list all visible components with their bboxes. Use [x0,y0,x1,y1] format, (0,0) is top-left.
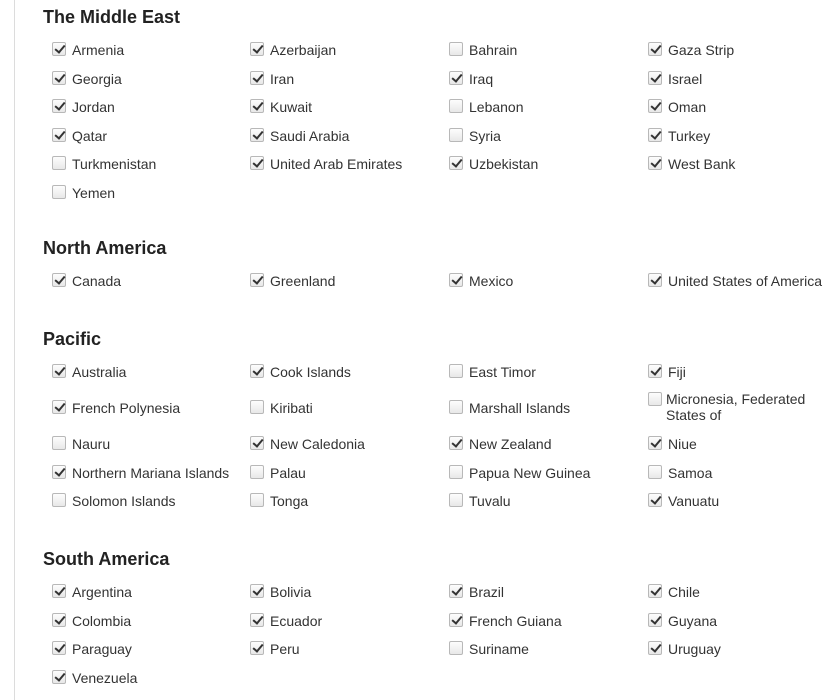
country-label: Uzbekistan [469,156,539,172]
country-checkbox[interactable] [52,364,66,378]
country-label: Turkmenistan [72,156,157,172]
country-label: Guyana [668,613,718,629]
country-label: Fiji [668,364,686,380]
country-label: Northern Mariana Islands [72,465,230,481]
country-checkbox[interactable] [52,156,66,170]
country-option[interactable] [449,273,639,295]
country-option[interactable] [250,465,440,487]
country-label: Canada [72,273,122,289]
country-option[interactable] [648,42,838,64]
country-checkbox[interactable] [449,493,463,507]
country-label: Brazil [469,584,505,600]
country-option[interactable] [52,42,242,64]
country-label: Palau [270,465,306,481]
country-option[interactable] [52,400,242,422]
country-option[interactable] [250,493,440,515]
country-option[interactable] [449,99,639,121]
country-option[interactable] [52,273,242,295]
country-label: East Timor [469,364,536,380]
country-label: Peru [270,641,300,657]
country-option[interactable] [449,584,639,606]
country-checkbox[interactable] [648,493,662,507]
country-label: Georgia [72,71,122,87]
country-label: West Bank [668,156,736,172]
country-checkbox[interactable] [250,641,264,655]
country-label: Israel [668,71,703,87]
country-option[interactable] [449,493,639,515]
country-label: Mexico [469,273,514,289]
country-label: Vanuatu [668,493,720,509]
country-option[interactable] [449,641,639,663]
country-checkbox[interactable] [250,156,264,170]
country-option[interactable] [52,584,242,606]
country-option[interactable] [449,364,639,386]
country-label: Kiribati [270,400,313,416]
country-option[interactable] [250,400,440,422]
country-option[interactable] [250,641,440,663]
country-checkbox[interactable] [449,613,463,627]
country-checkbox[interactable] [52,400,66,414]
country-checkbox[interactable] [250,364,264,378]
country-checkbox[interactable] [250,128,264,142]
country-option[interactable] [449,71,639,93]
country-label: Samoa [668,465,713,481]
country-label: New Caledonia [270,436,365,452]
country-label: Ecuador [270,613,323,629]
country-checkbox[interactable] [250,613,264,627]
country-option[interactable] [250,156,440,178]
country-label: French Guiana [469,613,562,629]
country-checkbox[interactable] [52,99,66,113]
country-checkbox[interactable] [449,436,463,450]
country-label: Saudi Arabia [270,128,350,144]
country-checkbox[interactable] [52,185,66,199]
country-checkbox[interactable] [449,584,463,598]
country-label: Uruguay [668,641,721,657]
country-label: Tonga [270,493,309,509]
country-option[interactable] [648,641,838,663]
country-option[interactable] [648,436,838,458]
country-option[interactable] [648,391,838,423]
region-title: Pacific [43,329,102,349]
country-option[interactable] [250,42,440,64]
country-checkbox[interactable] [52,641,66,655]
country-option[interactable] [52,613,242,635]
country-label: Qatar [72,128,108,144]
left-border [14,0,15,700]
country-option[interactable] [52,185,242,207]
country-option[interactable] [648,493,838,515]
country-checkbox[interactable] [648,436,662,450]
country-label: Bolivia [270,584,312,600]
country-label: Cook Islands [270,364,351,380]
country-option[interactable] [449,128,639,150]
region-title: South America [43,549,170,569]
country-label: Iran [270,71,295,87]
country-label: Micronesia, Federated States of [666,391,806,423]
country-option[interactable] [250,584,440,606]
country-label: Yemen [72,185,116,201]
country-label: United Arab Emirates [270,156,403,172]
country-checkbox[interactable] [250,99,264,113]
country-option[interactable] [648,465,838,487]
country-option[interactable] [648,128,838,150]
country-label: Oman [668,99,707,115]
country-option[interactable] [449,400,639,422]
country-option[interactable] [449,465,639,487]
country-option[interactable] [52,436,242,458]
country-label: Gaza Strip [668,42,735,58]
country-checkbox[interactable] [648,42,662,56]
country-option[interactable] [449,436,639,458]
country-checkbox[interactable] [250,71,264,85]
country-option[interactable] [250,364,440,386]
country-option[interactable] [52,465,242,487]
region-title: North America [43,238,167,258]
country-label: Azerbaijan [270,42,337,58]
country-checkbox[interactable] [52,584,66,598]
country-option[interactable] [52,156,242,178]
country-label: Greenland [270,273,336,289]
country-label: Niue [668,436,697,452]
country-checkbox[interactable] [250,465,264,479]
country-checkbox[interactable] [648,273,662,287]
country-checkbox[interactable] [648,71,662,85]
country-option[interactable] [250,128,440,150]
country-option[interactable] [648,71,838,93]
country-checkbox[interactable] [449,71,463,85]
country-option[interactable] [250,613,440,635]
country-option[interactable] [52,641,242,663]
country-label: Venezuela [72,670,138,686]
country-checkbox[interactable] [449,273,463,287]
country-checkbox[interactable] [449,99,463,113]
country-label: Jordan [72,99,115,115]
country-checkbox[interactable] [250,400,264,414]
country-checkbox[interactable] [52,42,66,56]
country-label: Chile [668,584,700,600]
country-label: New Zealand [469,436,552,452]
country-label: Bahrain [469,42,518,58]
country-checkbox[interactable] [52,670,66,684]
region-title: The Middle East [43,7,181,27]
country-checkbox[interactable] [648,584,662,598]
country-option[interactable] [648,613,838,635]
country-checkbox[interactable] [648,99,662,113]
country-checkbox[interactable] [250,493,264,507]
country-option[interactable] [648,364,838,386]
country-label: Armenia [72,42,125,58]
country-label: Syria [469,128,501,144]
country-checkbox[interactable] [449,156,463,170]
country-label: Marshall Islands [469,400,571,416]
country-checkbox[interactable] [449,400,463,414]
country-option[interactable] [449,42,639,64]
country-label: Australia [72,364,127,380]
country-checkbox[interactable] [52,613,66,627]
country-label: Paraguay [72,641,132,657]
country-option[interactable] [52,364,242,386]
country-checkbox[interactable] [250,42,264,56]
country-option[interactable] [52,493,242,515]
country-label: Suriname [469,641,529,657]
country-checkbox[interactable] [648,364,662,378]
country-option[interactable] [250,273,440,295]
country-checkbox[interactable] [449,465,463,479]
country-checkbox[interactable] [250,273,264,287]
country-option[interactable] [449,156,639,178]
country-checkbox[interactable] [449,641,463,655]
country-checkbox[interactable] [250,436,264,450]
country-checkbox[interactable] [52,493,66,507]
country-option[interactable] [648,273,838,295]
country-label: Solomon Islands [72,493,176,509]
country-label: Nauru [72,436,111,452]
country-option[interactable] [250,99,440,121]
country-checkbox[interactable] [648,128,662,142]
country-option[interactable] [250,436,440,458]
country-option[interactable] [52,670,242,692]
country-option[interactable] [648,99,838,121]
country-option[interactable] [52,128,242,150]
country-option[interactable] [648,156,838,178]
country-checkbox[interactable] [52,128,66,142]
country-checkbox[interactable] [52,436,66,450]
country-label: Lebanon [469,99,524,115]
country-option[interactable] [449,613,639,635]
country-checkbox[interactable] [449,42,463,56]
country-checkbox[interactable] [648,613,662,627]
country-checkbox[interactable] [52,465,66,479]
country-option[interactable] [52,71,242,93]
country-option[interactable] [52,99,242,121]
country-label: Tuvalu [469,493,511,509]
country-label: Turkey [668,128,711,144]
country-label: French Polynesia [72,400,181,416]
country-checkbox[interactable] [52,273,66,287]
country-checkbox[interactable] [250,584,264,598]
country-checkbox[interactable] [449,364,463,378]
country-label: Colombia [72,613,132,629]
country-checkbox[interactable] [52,71,66,85]
country-label: United States of America [668,273,823,289]
country-checkbox[interactable] [648,156,662,170]
country-checkbox[interactable] [449,128,463,142]
country-option[interactable] [250,71,440,93]
country-label: Kuwait [270,99,313,115]
country-label: Argentina [72,584,132,600]
country-checkbox[interactable] [648,641,662,655]
country-label: Papua New Guinea [469,465,591,481]
country-label: Iraq [469,71,494,87]
country-checkbox[interactable] [648,465,662,479]
country-option[interactable] [648,584,838,606]
